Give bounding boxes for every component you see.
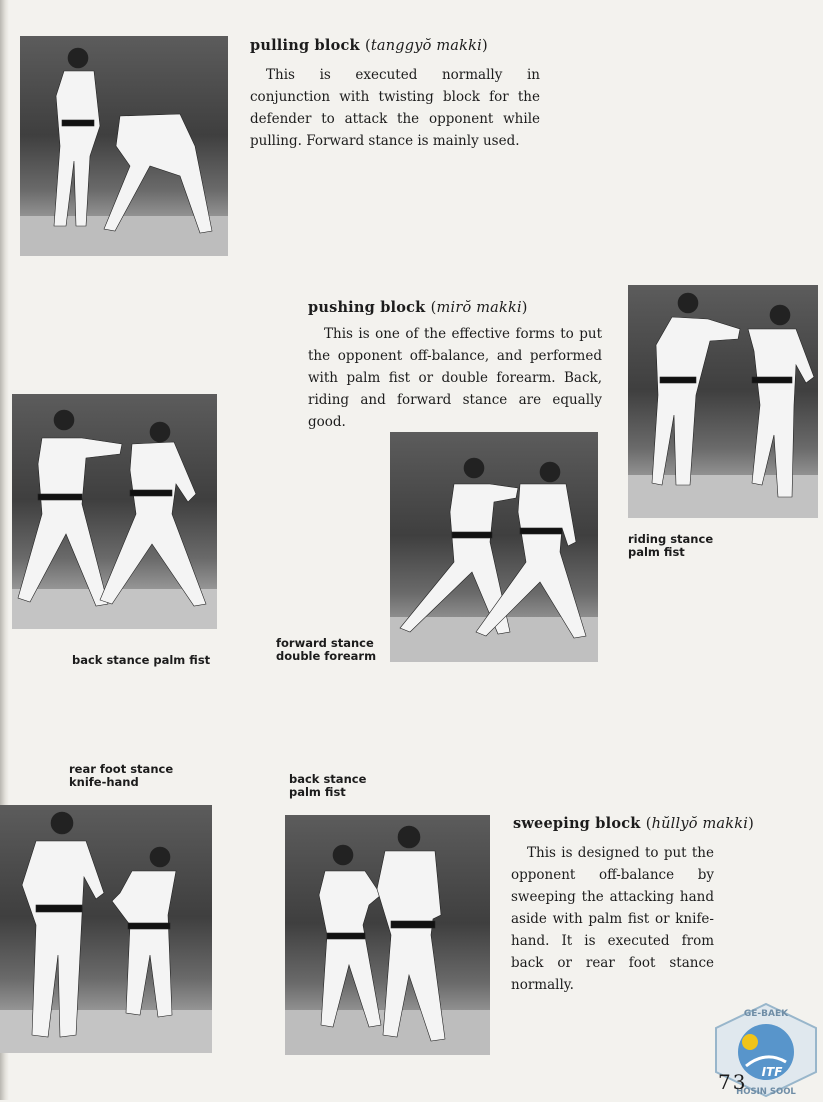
- photo-rear-foot-stance-knife-hand: [0, 805, 212, 1053]
- caption-back-stance-palm-fist: back stance palm fist: [72, 653, 211, 667]
- sweeping-block-romanized: hŭllyŏ makki: [651, 816, 749, 832]
- sweeping-block-heading: sweeping block (hŭllyŏ makki): [513, 815, 754, 832]
- pushing-block-title: pushing block: [308, 299, 426, 316]
- page-number: 73: [718, 1070, 748, 1094]
- caption-back-stance-palm-fist-2: back stance palm fist: [289, 772, 367, 799]
- photo-back-stance-palm-fist: [12, 394, 217, 629]
- logo-bottom-text: HOSIN SOOL: [736, 1087, 796, 1097]
- photo-back-stance-palm-fist-2: [285, 815, 490, 1055]
- logo-mid-text: ITF: [761, 1065, 783, 1079]
- pushing-block-text: This is one of the effective forms to put the opponent off-balance, and performed with palm fist or double forearm. Back, riding and forward stance are equally good.: [308, 326, 602, 430]
- photo-forward-stance-double-forearm: [390, 432, 598, 662]
- sweeping-block-title: sweeping block: [513, 815, 641, 832]
- logo-top-text: GE-BAEK: [743, 1009, 789, 1019]
- pulling-block-heading: pulling block (tanggyŏ makki): [250, 37, 488, 54]
- sun-icon: [742, 1034, 758, 1050]
- pulling-block-text: This is executed normally in conjunction with twisting block for the defender to attack the opponent while pulling. Forward stance is mainly used.: [250, 67, 540, 149]
- pulling-block-romanized: tanggyŏ makki: [370, 38, 482, 54]
- caption-riding-stance-palm-fist: riding stance palm fist: [628, 532, 714, 559]
- photo-pulling-block: [20, 36, 228, 256]
- caption-rear-foot-stance-knife-hand: rear foot stance knife-hand: [69, 762, 174, 789]
- pushing-block-romanized: mirŏ makki: [436, 300, 522, 316]
- caption-forward-stance-double-forearm: forward stance double forearm: [276, 636, 377, 663]
- pushing-block-heading: pushing block (mirŏ makki): [308, 299, 528, 316]
- sweeping-block-text: This is designed to put the opponent off-balance by sweeping the attacking hand aside with palm fist or knife-hand. It is executed from back or rear foot stance normally.: [511, 845, 714, 993]
- photo-riding-stance-palm-fist: [628, 285, 818, 518]
- pulling-block-title: pulling block: [250, 37, 360, 54]
